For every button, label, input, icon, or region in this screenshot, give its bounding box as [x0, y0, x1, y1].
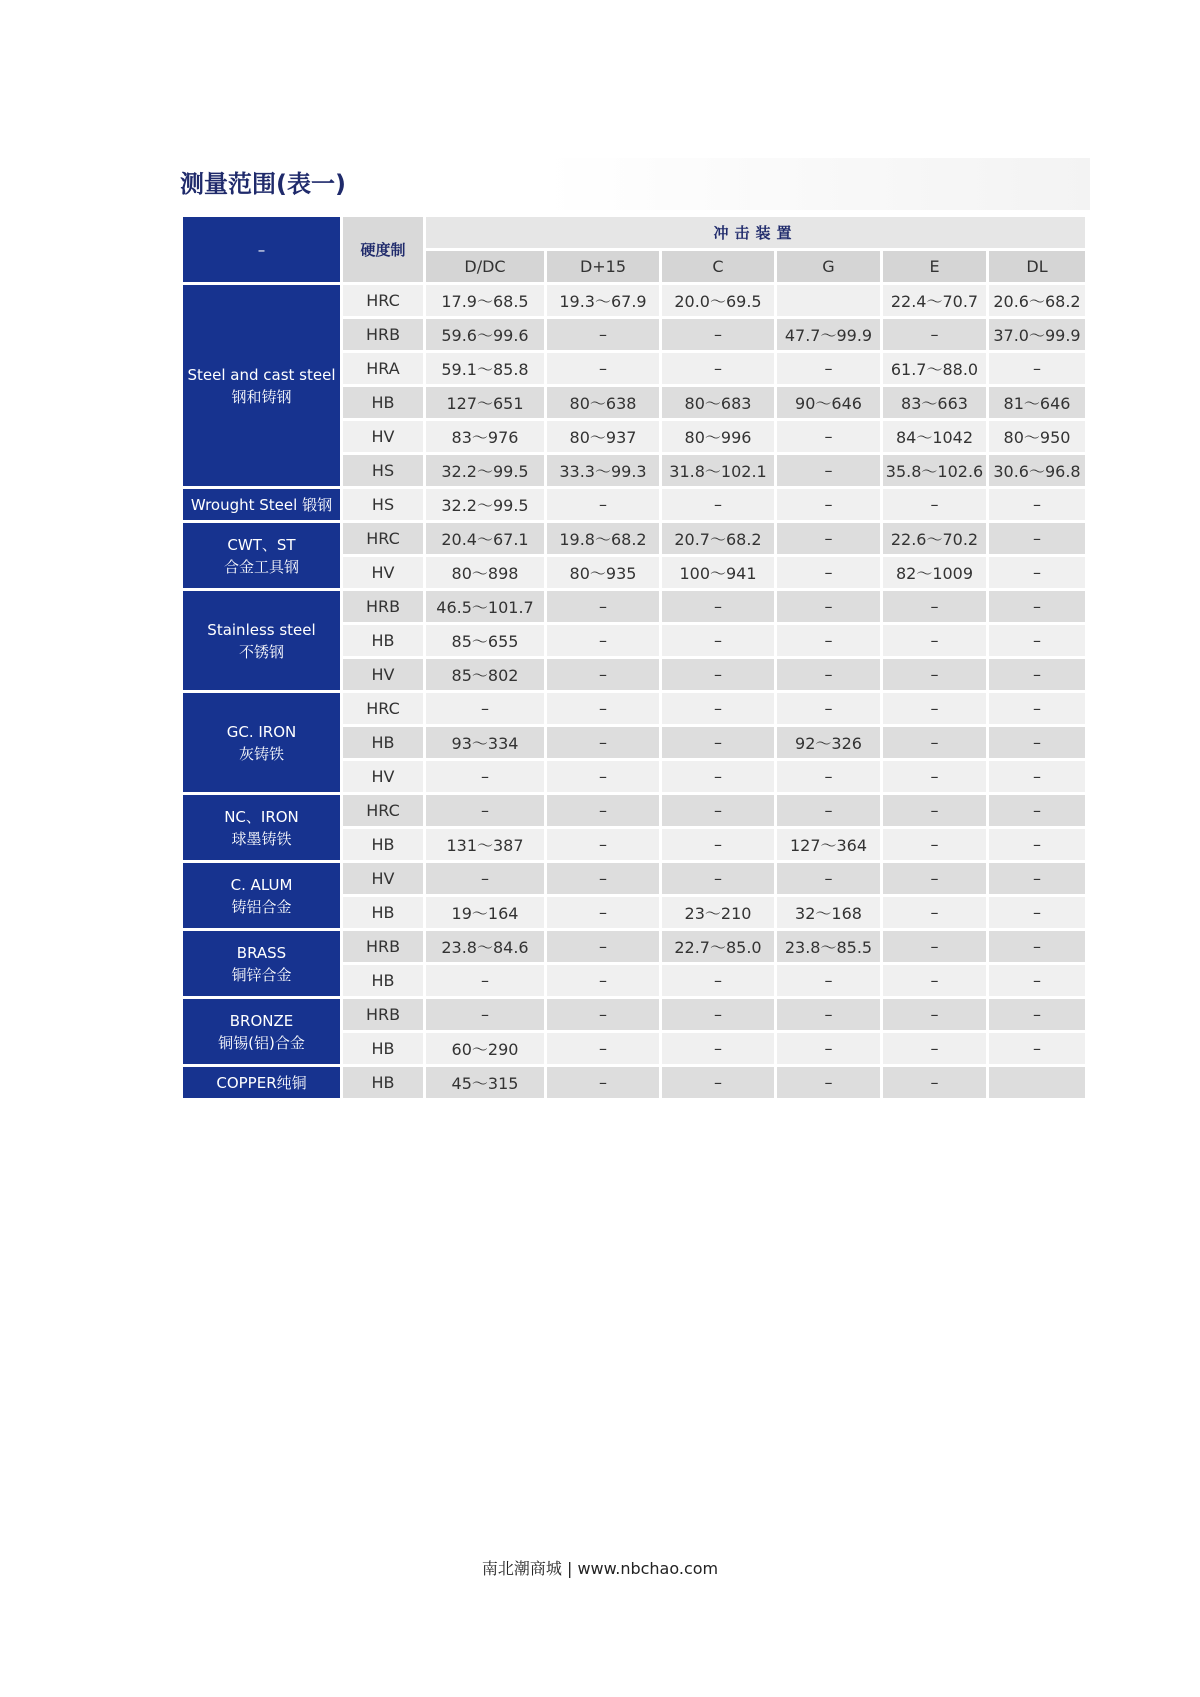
- range-value-cell: –: [426, 965, 544, 996]
- hardness-scale-cell: HV: [343, 863, 423, 894]
- hardness-scale-cell: HB: [343, 727, 423, 758]
- table-row: [183, 931, 1085, 962]
- range-value-cell: –: [989, 489, 1085, 520]
- hardness-scale-cell: HB: [343, 965, 423, 996]
- range-value-cell: –: [777, 659, 880, 690]
- range-value-cell: –: [426, 693, 544, 724]
- range-value-cell: –: [883, 319, 986, 350]
- table-row: [183, 863, 1085, 894]
- range-value-cell: –: [989, 897, 1085, 928]
- hardness-scale-cell: HS: [343, 455, 423, 486]
- range-value-cell: –: [989, 965, 1085, 996]
- material-cell: [183, 795, 340, 860]
- range-value-cell: 33.3～99.3: [547, 455, 659, 486]
- material-cell: [183, 693, 340, 792]
- range-value-cell: –: [989, 1033, 1085, 1064]
- range-value-cell: 47.7～99.9: [777, 319, 880, 350]
- range-value-cell: –: [989, 931, 1085, 962]
- range-value-cell: –: [547, 999, 659, 1030]
- range-value-cell: –: [547, 727, 659, 758]
- range-value-cell: –: [777, 353, 880, 384]
- range-value-cell: –: [662, 319, 774, 350]
- range-value-cell: –: [777, 795, 880, 826]
- range-value-cell: –: [777, 591, 880, 622]
- range-value-cell: 31.8～102.1: [662, 455, 774, 486]
- range-value-cell: –: [777, 693, 880, 724]
- range-value-cell: –: [777, 999, 880, 1030]
- range-value-cell: –: [883, 795, 986, 826]
- range-value-cell: –: [662, 659, 774, 690]
- device-header: D+15: [547, 251, 659, 282]
- material-label: Wrought Steel 锻钢: [190, 495, 333, 514]
- range-value-cell: 81～646: [989, 387, 1085, 418]
- hardness-scale-cell: HB: [343, 625, 423, 656]
- range-value-cell: –: [883, 863, 986, 894]
- range-value-cell: –: [883, 1067, 986, 1098]
- range-value-cell: 59.6～99.6: [426, 319, 544, 350]
- material-cell: [183, 931, 340, 996]
- material-cell: [183, 489, 340, 520]
- range-value-cell: –: [883, 659, 986, 690]
- hardness-scale-cell: HV: [343, 659, 423, 690]
- range-value-cell: 80～937: [547, 421, 659, 452]
- table-row: [183, 795, 1085, 826]
- material-label: 铜锡(铝)合金: [218, 1033, 305, 1052]
- range-value-cell: –: [547, 319, 659, 350]
- material-label: 灰铸铁: [238, 744, 284, 763]
- range-value-cell: 37.0～99.9: [989, 319, 1085, 350]
- device-header: G: [777, 251, 880, 282]
- table-row: [183, 523, 1085, 554]
- hardness-scale-cell: HB: [343, 387, 423, 418]
- range-value-cell: –: [777, 489, 880, 520]
- range-value-cell: 127～651: [426, 387, 544, 418]
- header-corner: –: [183, 217, 340, 282]
- range-value-cell: [777, 285, 880, 316]
- material-cell: [183, 863, 340, 928]
- range-value-cell: –: [662, 761, 774, 792]
- range-value-cell: 22.4～70.7: [883, 285, 986, 316]
- material-cell: [183, 999, 340, 1064]
- material-label: Stainless steel: [207, 620, 316, 639]
- hardness-scale-cell: HB: [343, 1033, 423, 1064]
- material-label: Steel and cast steel: [187, 365, 336, 384]
- range-value-cell: 83～663: [883, 387, 986, 418]
- range-value-cell: 32～168: [777, 897, 880, 928]
- range-value-cell: –: [662, 727, 774, 758]
- material-label: NC、IRON: [224, 807, 299, 826]
- range-value-cell: 20.6～68.2: [989, 285, 1085, 316]
- range-value-cell: –: [662, 1033, 774, 1064]
- range-value-cell: –: [426, 863, 544, 894]
- material-label: 合金工具钢: [223, 557, 299, 576]
- range-value-cell: –: [777, 625, 880, 656]
- range-value-cell: –: [989, 353, 1085, 384]
- range-value-cell: –: [989, 999, 1085, 1030]
- range-value-cell: –: [547, 693, 659, 724]
- range-value-cell: –: [547, 863, 659, 894]
- range-value-cell: –: [547, 1067, 659, 1098]
- table-row: [183, 999, 1085, 1030]
- range-value-cell: –: [426, 999, 544, 1030]
- material-label: 铜锌合金: [231, 965, 292, 984]
- range-value-cell: –: [989, 829, 1085, 860]
- hardness-scale-cell: HRB: [343, 931, 423, 962]
- hardness-scale-cell: HRA: [343, 353, 423, 384]
- hardness-scale-cell: HV: [343, 557, 423, 588]
- hardness-scale-cell: HV: [343, 421, 423, 452]
- range-value-cell: –: [547, 353, 659, 384]
- range-value-cell: 131～387: [426, 829, 544, 860]
- device-header: E: [883, 251, 986, 282]
- range-value-cell: 17.9～68.5: [426, 285, 544, 316]
- range-value-cell: 20.0～69.5: [662, 285, 774, 316]
- table-row: [183, 489, 1085, 520]
- range-value-cell: –: [883, 965, 986, 996]
- range-value-cell: 22.7～85.0: [662, 931, 774, 962]
- range-value-cell: –: [662, 625, 774, 656]
- hardness-scale-cell: HB: [343, 1067, 423, 1098]
- range-value-cell: –: [989, 659, 1085, 690]
- range-value-cell: 30.6～96.8: [989, 455, 1085, 486]
- material-cell: [183, 523, 340, 588]
- range-value-cell: 85～655: [426, 625, 544, 656]
- material-label: BRONZE: [229, 1011, 294, 1030]
- range-value-cell: –: [662, 693, 774, 724]
- page-title: 测量范围(表一): [180, 158, 1090, 210]
- table-row: [183, 1067, 1085, 1098]
- material-cell: [183, 1067, 340, 1098]
- table-row: [183, 693, 1085, 724]
- impact-device-header: 冲击装置: [426, 217, 1085, 248]
- range-value-cell: 46.5～101.7: [426, 591, 544, 622]
- range-value-cell: 85～802: [426, 659, 544, 690]
- range-value-cell: –: [883, 693, 986, 724]
- hardness-scale-cell: HRB: [343, 999, 423, 1030]
- range-value-cell: –: [547, 761, 659, 792]
- table-row: [183, 285, 1085, 316]
- range-value-cell: 20.4～67.1: [426, 523, 544, 554]
- range-value-cell: –: [989, 557, 1085, 588]
- range-value-cell: –: [662, 795, 774, 826]
- range-value-cell: 80～996: [662, 421, 774, 452]
- range-value-cell: –: [989, 591, 1085, 622]
- range-value-cell: 32.2～99.5: [426, 455, 544, 486]
- range-value-cell: –: [989, 693, 1085, 724]
- range-value-cell: 19.8～68.2: [547, 523, 659, 554]
- range-value-cell: –: [777, 761, 880, 792]
- range-value-cell: –: [547, 1033, 659, 1064]
- range-value-cell: –: [426, 761, 544, 792]
- range-value-cell: 45～315: [426, 1067, 544, 1098]
- range-value-cell: –: [883, 591, 986, 622]
- range-value-cell: 19.3～67.9: [547, 285, 659, 316]
- hardness-scale-cell: HRC: [343, 693, 423, 724]
- hardness-scale-cell: HB: [343, 897, 423, 928]
- range-value-cell: 80～638: [547, 387, 659, 418]
- range-value-cell: 61.7～88.0: [883, 353, 986, 384]
- hardness-scale-cell: HRC: [343, 523, 423, 554]
- range-value-cell: –: [777, 421, 880, 452]
- range-value-cell: –: [547, 829, 659, 860]
- range-value-cell: –: [883, 727, 986, 758]
- material-label: COPPER纯铜: [216, 1073, 307, 1092]
- range-value-cell: 60～290: [426, 1033, 544, 1064]
- range-value-cell: 23.8～84.6: [426, 931, 544, 962]
- range-value-cell: 93～334: [426, 727, 544, 758]
- range-value-cell: –: [883, 625, 986, 656]
- range-value-cell: –: [883, 829, 986, 860]
- material-label: BRASS: [236, 943, 287, 962]
- range-value-cell: –: [883, 897, 986, 928]
- range-value-cell: –: [777, 1033, 880, 1064]
- table-row: [183, 591, 1085, 622]
- range-value-cell: –: [662, 353, 774, 384]
- material-label: CWT、ST: [227, 535, 296, 554]
- range-value-cell: –: [777, 863, 880, 894]
- hardness-scale-cell: HRB: [343, 591, 423, 622]
- range-value-cell: 84～1042: [883, 421, 986, 452]
- range-value-cell: –: [777, 523, 880, 554]
- range-value-cell: 92～326: [777, 727, 880, 758]
- range-value-cell: 83～976: [426, 421, 544, 452]
- range-value-cell: 35.8～102.6: [883, 455, 986, 486]
- material-label: GC. IRON: [226, 722, 297, 741]
- range-value-cell: [989, 1067, 1085, 1098]
- range-value-cell: –: [547, 591, 659, 622]
- range-value-cell: –: [662, 965, 774, 996]
- range-value-cell: 80～683: [662, 387, 774, 418]
- range-value-cell: –: [883, 1033, 986, 1064]
- range-value-cell: –: [662, 829, 774, 860]
- hardness-scale-cell: HRC: [343, 285, 423, 316]
- device-header: C: [662, 251, 774, 282]
- range-value-cell: –: [547, 659, 659, 690]
- range-value-cell: –: [777, 557, 880, 588]
- range-value-cell: –: [662, 999, 774, 1030]
- hardness-scale-cell: HRC: [343, 795, 423, 826]
- range-value-cell: 80～898: [426, 557, 544, 588]
- range-value-cell: –: [777, 1067, 880, 1098]
- device-header: DL: [989, 251, 1085, 282]
- hardness-scale-cell: HV: [343, 761, 423, 792]
- range-value-cell: –: [883, 489, 986, 520]
- device-header: D/DC: [426, 251, 544, 282]
- range-value-cell: 19～164: [426, 897, 544, 928]
- range-value-cell: 59.1～85.8: [426, 353, 544, 384]
- material-label: 球墨铸铁: [231, 829, 292, 848]
- range-value-cell: 20.7～68.2: [662, 523, 774, 554]
- range-value-cell: –: [989, 761, 1085, 792]
- range-value-cell: 100～941: [662, 557, 774, 588]
- range-value-cell: 90～646: [777, 387, 880, 418]
- range-value-cell: 22.6～70.2: [883, 523, 986, 554]
- range-value-cell: –: [547, 625, 659, 656]
- range-value-cell: –: [989, 727, 1085, 758]
- range-value-cell: –: [547, 965, 659, 996]
- material-label: 不锈钢: [238, 642, 284, 661]
- material-cell: [183, 285, 340, 486]
- footer: 南北潮商城 | www.nbchao.com: [481, 1559, 719, 1578]
- range-value-cell: –: [777, 455, 880, 486]
- range-value-cell: 82～1009: [883, 557, 986, 588]
- material-label: 钢和铸钢: [231, 387, 292, 406]
- hardness-scale-cell: HRB: [343, 319, 423, 350]
- range-value-cell: 80～935: [547, 557, 659, 588]
- range-value-cell: –: [426, 795, 544, 826]
- range-value-cell: –: [662, 863, 774, 894]
- measurement-range-table: [180, 214, 1088, 1101]
- range-value-cell: –: [662, 489, 774, 520]
- scale-header: 硬度制: [343, 217, 423, 282]
- range-value-cell: –: [777, 965, 880, 996]
- range-value-cell: –: [547, 931, 659, 962]
- material-cell: [183, 591, 340, 690]
- material-label: 铸铝合金: [231, 897, 292, 916]
- range-value-cell: 23～210: [662, 897, 774, 928]
- range-value-cell: 80～950: [989, 421, 1085, 452]
- range-value-cell: –: [547, 897, 659, 928]
- range-value-cell: –: [989, 863, 1085, 894]
- range-value-cell: –: [989, 523, 1085, 554]
- range-value-cell: –: [989, 625, 1085, 656]
- range-value-cell: –: [547, 795, 659, 826]
- range-value-cell: –: [547, 489, 659, 520]
- hardness-scale-cell: HB: [343, 829, 423, 860]
- range-value-cell: –: [883, 999, 986, 1030]
- range-value-cell: 32.2～99.5: [426, 489, 544, 520]
- range-value-cell: –: [662, 591, 774, 622]
- range-value-cell: –: [989, 795, 1085, 826]
- range-value-cell: –: [662, 1067, 774, 1098]
- range-value-cell: –: [883, 931, 986, 962]
- hardness-scale-cell: HS: [343, 489, 423, 520]
- range-value-cell: –: [883, 761, 986, 792]
- range-value-cell: 127～364: [777, 829, 880, 860]
- range-value-cell: 23.8～85.5: [777, 931, 880, 962]
- material-label: C. ALUM: [230, 875, 293, 894]
